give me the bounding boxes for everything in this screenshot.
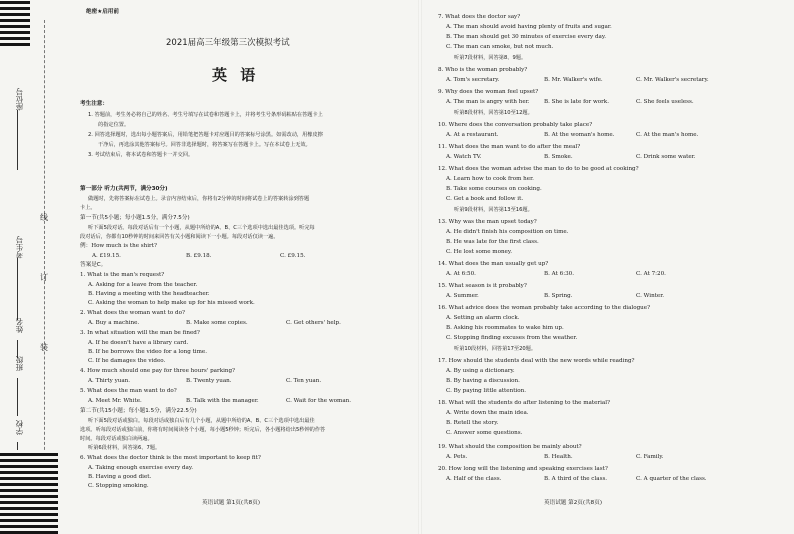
question-7: 7. What does the doctor say? (438, 14, 521, 20)
q1-option-a: A. Asking for a leave from the teacher. (88, 282, 198, 288)
part1-note-2: 卡上。 (80, 205, 96, 211)
listen-instruction-7: 听第7段材料，回答第8、9题。 (454, 55, 527, 61)
registration-mark-top (0, 0, 30, 46)
q7-option-b: B. The man should get 30 minutes of exercise every day. (446, 34, 607, 40)
page-1 (66, 0, 416, 534)
note-line-5: 3. 考试结束后，将本试卷和答题卡一并交回。 (88, 152, 194, 158)
q10-option-b: B. At the woman's home. (544, 132, 615, 138)
q2-option-c: C. Get others' help. (286, 320, 341, 326)
example-question: 例：How much is the shirt? (80, 243, 157, 249)
q18-option-a: A. Write down the main idea. (446, 410, 529, 416)
q9-option-c: C. She feels useless. (636, 99, 694, 105)
cut-line (44, 20, 45, 480)
class-line (17, 378, 18, 416)
q5-option-c: C. Wait for the woman. (286, 398, 352, 404)
note-line-1: 1. 答题前，考生务必将自己的姓名、考生号填写在试卷和答题卡上，并将考生号条形码粘贴在答题卡上 (88, 112, 323, 118)
listen-instruction-6: 听第6段材料，回答第6、7题。 (88, 445, 161, 451)
candidate-number-label: 考生号 (15, 236, 24, 259)
q19-option-a: A. Pets. (446, 454, 468, 460)
q3-option-b: B. If he borrows the video for a long time. (88, 349, 207, 355)
q17-option-a: A. By using a dictionary. (446, 368, 515, 374)
question-20: 20. How long will the listening and speaking exercises last? (438, 466, 608, 472)
q3-option-a: A. If he doesn't have a library card. (88, 340, 189, 346)
question-5: 5. What does the man want to do? (80, 388, 177, 394)
q10-option-c: C. At the man's home. (636, 132, 699, 138)
q15-option-b: B. Spring. (544, 293, 573, 299)
q19-option-c: C. Family. (636, 454, 664, 460)
q17-option-b: B. By having a discussion. (446, 378, 520, 384)
listen-instruction-10: 听第10段材料，回答第17至20题。 (454, 346, 537, 352)
q8-option-a: A. Tom's secretary. (446, 77, 500, 83)
question-13: 13. Why was the man upset today? (438, 219, 537, 225)
q10-option-a: A. At a restaurant. (446, 132, 499, 138)
q16-option-c: C. Stopping finding excuses from the weather. (446, 335, 578, 341)
q8-option-c: C. Mr. Walker's secretary. (636, 77, 709, 83)
q16-option-b: B. Asking his roommates to wake him up. (446, 325, 564, 331)
section2-note-2: 选项。听每段对话或独白前，你将有时间阅读各个小题，每小题5秒钟；听完后，各小题将给出5秒钟的作答 (80, 427, 326, 433)
q7-option-a: A. The man should avoid having plenty of fruits and sugar. (446, 24, 612, 30)
seat-number-line (17, 110, 18, 170)
part1-note-1: 做题时，先将答案标在试卷上。录音内容结束后，你将有2分钟的时间将试卷上的答案转涂到答题 (88, 196, 310, 202)
section1-heading: 第一节(共5小题；每小题1.5分，满分7.5分) (80, 215, 190, 221)
page-2 (424, 0, 790, 534)
binding-strip (0, 0, 64, 534)
q12-option-a: A. Learn how to cook from her. (446, 176, 534, 182)
q13-option-c: C. He lost some money. (446, 249, 513, 255)
part1-heading: 第一部分 听力(共两节，满分30分) (80, 186, 168, 192)
candidate-number-line (17, 258, 18, 320)
q14-option-b: B. At 6:30. (544, 271, 574, 277)
subject-title: 英 语 (212, 66, 260, 84)
page-1-footer: 英语试题 第1页(共8页) (202, 500, 261, 506)
exam-title: 2021届高三年级第三次模拟考试 (166, 38, 290, 48)
question-1: 1. What is the man's request? (80, 272, 165, 278)
question-10: 10. Where does the conversation probably take place? (438, 122, 593, 128)
q6-option-b: B. Having a good diet. (88, 474, 152, 480)
q17-option-c: C. By paying little attention. (446, 388, 526, 394)
q11-option-a: A. Watch TV. (446, 154, 482, 160)
q18-option-b: B. Retell the story. (446, 420, 499, 426)
q6-option-a: A. Taking enough exercise every day. (88, 465, 194, 471)
note-line-2: 的指定位置。 (98, 122, 130, 128)
section2-note-1: 听下面5段对话或独白。每段对话或独白后有几个小题，从题中所给的A、B、C三个选项中选出最佳 (88, 418, 315, 424)
q18-option-c: C. Answer some questions. (446, 430, 523, 436)
q15-option-a: A. Summer. (446, 293, 479, 299)
question-4: 4. How much should one pay for three hours' parking? (80, 368, 236, 374)
q5-option-a: A. Meet Mr. White. (88, 398, 142, 404)
section1-note-1: 听下面5段对话。每段对话后有一个小题，从题中所给的A、B、C三个选项中选出最佳选项。听完每 (88, 225, 315, 231)
school-label: 学校 (15, 420, 24, 435)
q9-option-b: B. She is late for work. (544, 99, 609, 105)
q12-option-c: C. Get a book and follow it. (446, 196, 524, 202)
page-fold (418, 0, 422, 534)
page-2-footer: 英语试题 第2页(共8页) (544, 500, 603, 506)
section2-heading: 第二节(共15小题；每小题1.5分，满分22.5分) (80, 408, 197, 414)
registration-mark-bottom (0, 450, 58, 534)
section2-note-3: 时间。每段对话或独白读两遍。 (80, 436, 153, 442)
q5-option-b: B. Talk with the manager. (186, 398, 259, 404)
class-label: 班级 (15, 356, 24, 371)
seal-word-bind: 订 (40, 273, 48, 282)
note-line-3: 2. 回答选择题时，选出每小题答案后，用铅笔把答题卡对应题目的答案标号涂黑。如需改动，用橡皮擦 (88, 132, 323, 138)
secret-mark: 绝密★启用前 (86, 9, 119, 15)
example-answer: 答案是C。 (80, 262, 107, 268)
question-15: 15. What season is it probably? (438, 283, 527, 289)
q13-option-b: B. He was late for the first class. (446, 239, 539, 245)
seal-word-pack: 装 (40, 343, 48, 352)
q19-option-b: B. Health. (544, 454, 573, 460)
notes-heading: 考生注意： (80, 101, 108, 107)
q2-option-a: A. Buy a machine. (88, 320, 140, 326)
q1-option-c: C. Asking the woman to help make up for his missed work. (88, 300, 255, 306)
question-19: 19. What should the composition be mainly about? (438, 444, 582, 450)
example-option-b: B. £9.18. (186, 253, 212, 259)
q13-option-a: A. He didn't finish his composition on time. (446, 229, 569, 235)
q3-option-c: C. If he damages the video. (88, 358, 166, 364)
q1-option-b: B. Having a meeting with the headteacher. (88, 291, 210, 297)
note-line-4: 干净后，再选涂其他答案标号。回答非选择题时，将答案写在答题卡上。写在本试卷上无效。 (98, 142, 311, 148)
question-12: 12. What does the woman advise the man to do to be good at cooking? (438, 166, 639, 172)
section1-note-2: 段对话后，你都有10秒钟的时间来回答有关小题和阅读下一小题。每段对话仅读一遍。 (80, 234, 279, 240)
seal-word-line: 线 (40, 213, 48, 222)
q9-option-a: A. The man is angry with her. (446, 99, 530, 105)
question-6: 6. What does the doctor think is the most important to keep fit? (80, 455, 261, 461)
q20-option-a: A. Half of the class. (446, 476, 502, 482)
question-17: 17. How should the students deal with the new words while reading? (438, 358, 635, 364)
name-label: 姓名 (15, 318, 24, 333)
q11-option-b: B. Smoke. (544, 154, 573, 160)
question-11: 11. What does the man want to do after the meal? (438, 144, 581, 150)
q7-option-c: C. The man can smoke, but not much. (446, 44, 554, 50)
question-16: 16. What advice does the woman probably take according to the dialogue? (438, 305, 651, 311)
seat-number-label: 座位号 (15, 88, 24, 111)
q15-option-c: C. Winter. (636, 293, 665, 299)
q14-option-a: A. At 6:50. (446, 271, 476, 277)
question-14: 14. What does the man usually get up? (438, 261, 549, 267)
listen-instruction-9: 听第9段材料，回答第13至16题。 (454, 207, 533, 213)
q11-option-c: C. Drink some water. (636, 154, 696, 160)
q14-option-c: C. At 7:20. (636, 271, 666, 277)
question-2: 2. What does the woman want to do? (80, 310, 185, 316)
q20-option-c: C. A quarter of the class. (636, 476, 707, 482)
q4-option-a: A. Thirty yuan. (88, 378, 131, 384)
q16-option-a: A. Setting an alarm clock. (446, 315, 520, 321)
question-9: 9. Why does the woman feel upset? (438, 89, 539, 95)
q20-option-b: B. A third of the class. (544, 476, 608, 482)
question-3: 3. In what situation will the man be fined? (80, 330, 200, 336)
q2-option-b: B. Make some copies. (186, 320, 248, 326)
example-option-a: A. £19.15. (92, 253, 121, 259)
q6-option-c: C. Stopping smoking. (88, 483, 149, 489)
q8-option-b: B. Mr. Walker's wife. (544, 77, 603, 83)
listen-instruction-8: 听第8段材料，回答第10至12题。 (454, 110, 533, 116)
question-18: 18. What will the students do after listening to the material? (438, 400, 610, 406)
q12-option-b: B. Take some courses on cooking. (446, 186, 542, 192)
q4-option-b: B. Twenty yuan. (186, 378, 232, 384)
question-8: 8. Who is the woman probably? (438, 67, 528, 73)
example-option-c: C. £9.15. (280, 253, 306, 259)
q4-option-c: C. Ten yuan. (286, 378, 322, 384)
